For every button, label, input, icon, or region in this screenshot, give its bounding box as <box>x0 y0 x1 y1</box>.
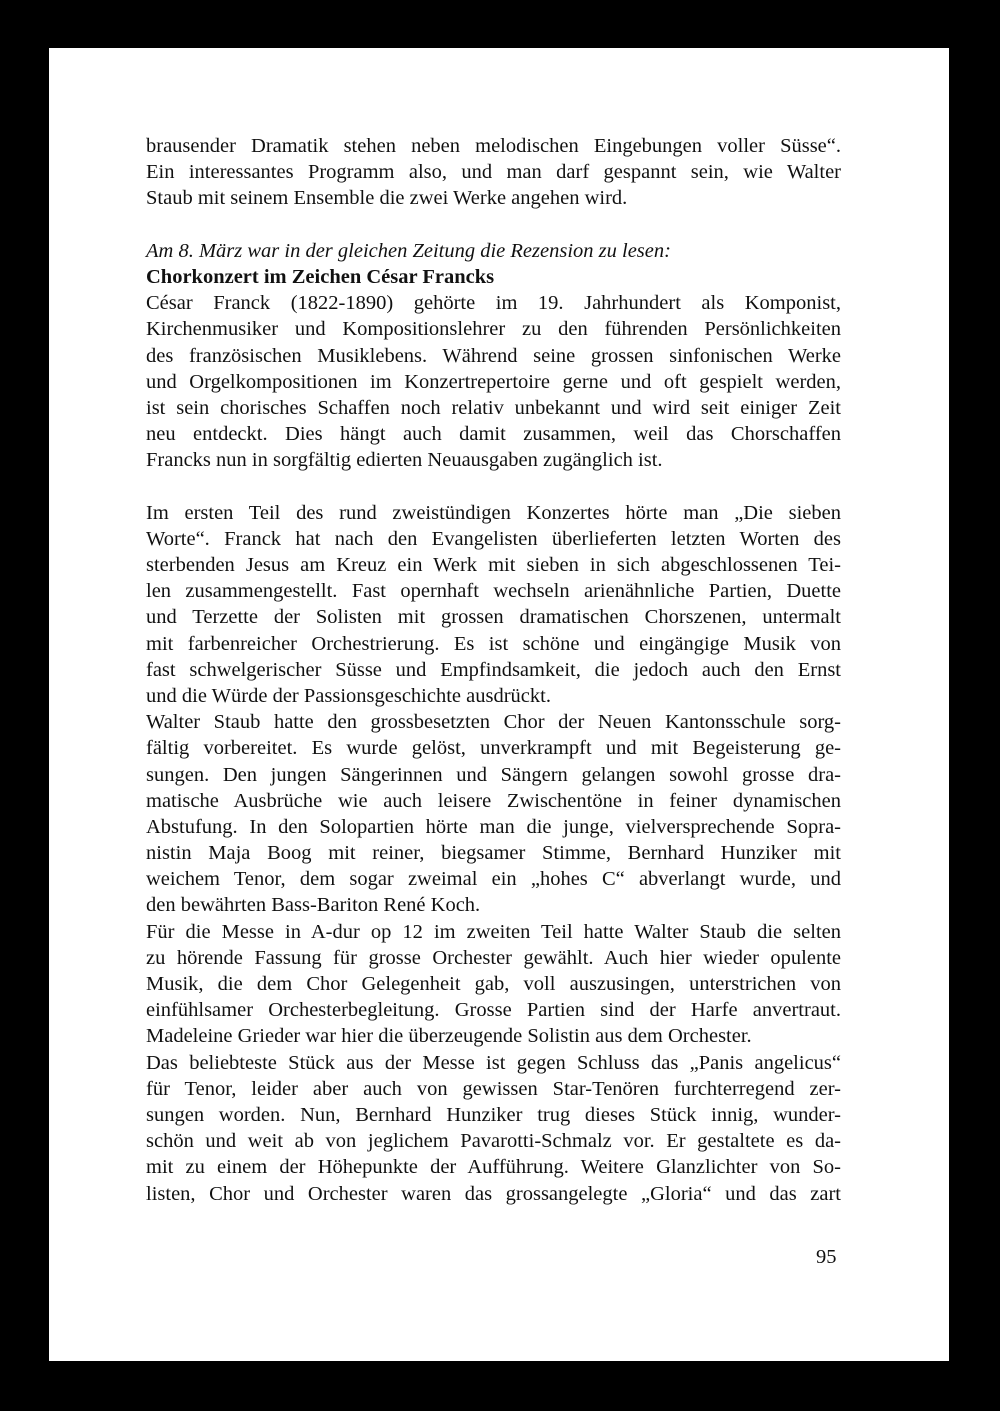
text-line: len zusammengestellt. Fast opernhaft wechseln arienähnliche Partien, Duette <box>146 580 841 603</box>
paragraph-3 <box>146 500 841 710</box>
paragraph-1 <box>146 133 841 212</box>
text-line: Madeleine Grieder war hier die überzeugende Solistin aus dem Orchester. <box>146 1025 752 1048</box>
text-line: sterbenden Jesus am Kreuz ein Werk mit sieben in sich abgeschlossenen Tei- <box>146 554 841 576</box>
text-line: einfühlsamer Orchesterbegleitung. Grosse Partien sind der Harfe anvertraut. <box>146 999 841 1022</box>
text-line: den bewährten Bass-Bariton René Koch. <box>146 894 481 917</box>
text-line: Im ersten Teil des rund zweistündigen Konzertes hörte man „Die sieben <box>146 501 841 524</box>
paragraph-6 <box>146 1050 841 1207</box>
text-line: sungen worden. Nun, Bernhard Hunziker trug dieses Stück innig, wunder- <box>146 1103 841 1126</box>
text-line: Kirchenmusiker und Kompositionslehrer zu den führenden Persönlichkeiten <box>146 318 841 341</box>
text-line: matische Ausbrüche wie auch leisere Zwischentöne in feiner dynamischen <box>146 789 841 812</box>
paragraph-4 <box>146 709 841 919</box>
text-line: für Tenor, leider aber auch von gewissen Star-Tenören furchterregend zer- <box>146 1077 841 1100</box>
text-line: und die Würde der Passionsgeschichte ausdrückt. <box>146 684 551 707</box>
text-line: brausender Dramatik stehen neben melodischen Eingebungen voller Süsse“. <box>146 135 841 157</box>
text-line: listen, Chor und Orchester waren das grossangelegte „Gloria“ und das zart <box>146 1182 841 1205</box>
paragraph-gap <box>146 212 841 238</box>
text-line: fältig vorbereitet. Es wurde gelöst, unverkrampft und mit Begeisterung ge- <box>146 737 841 760</box>
paragraph-2 <box>146 290 841 473</box>
document-page <box>49 48 949 1361</box>
paragraph-gap <box>146 473 841 499</box>
text-line: Ein interessantes Programm also, und man darf gespannt sein, wie Walter <box>146 161 841 184</box>
text-line: Worte“. Franck hat nach den Evangelisten überlieferten letzten Worten des <box>146 527 841 550</box>
page-number: 95 <box>816 1246 837 1268</box>
text-line: nistin Maja Boog mit reiner, biegsamer Stimme, Bernhard Hunziker mit <box>146 842 841 865</box>
text-line: Musik, die dem Chor Gelegenheit gab, voll auszusingen, unterstrichen von <box>146 973 841 995</box>
intro-italic-line: Am 8. März war in der gleichen Zeitung die Rezension zu lesen: <box>146 239 671 262</box>
text-line: Für die Messe in A-dur op 12 im zweiten Teil hatte Walter Staub die selten <box>146 920 841 943</box>
text-line: und Orgelkompositionen im Konzertrepertoire gerne und oft gespielt werden, <box>146 370 841 393</box>
text-line: Francks nun in sorgfältig edierten Neuausgaben zugänglich ist. <box>146 449 663 472</box>
body-text <box>146 133 841 1207</box>
text-line: mit farbenreicher Orchestrierung. Es ist schöne und eingängige Musik von <box>146 632 841 655</box>
text-line: Staub mit seinem Ensemble die zwei Werke angehen wird. <box>146 187 628 210</box>
text-line: weichem Tenor, dem sogar zweimal ein „hohes C“ abverlangt wurde, und <box>146 868 841 891</box>
text-line: sungen. Den jungen Sängerinnen und Sängern gelangen sowohl grosse dra- <box>146 763 841 786</box>
text-line: Das beliebteste Stück aus der Messe ist gegen Schluss das „Panis angelicus“ <box>146 1051 841 1074</box>
text-line: fast schwelgerischer Süsse und Empfindsamkeit, die jedoch auch den Ernst <box>146 658 841 681</box>
text-line: zu hörende Fassung für grosse Orchester gewählt. Auch hier wieder opulente <box>146 946 841 969</box>
section-heading: Chorkonzert im Zeichen César Francks <box>146 265 495 288</box>
text-line: und Terzette der Solisten mit grossen dramatischen Chorszenen, untermalt <box>146 606 841 629</box>
text-line: ist sein chorisches Schaffen noch relativ unbekannt und wird seit einiger Zeit <box>146 396 841 419</box>
text-line: mit zu einem der Höhepunkte der Aufführung. Weitere Glanzlichter von So- <box>146 1156 841 1179</box>
text-line: Abstufung. In den Solopartien hörte man die junge, vielversprechende Sopra- <box>146 815 841 838</box>
text-line: des französischen Musiklebens. Während seine grossen sinfonischen Werke <box>146 344 841 367</box>
text-line: César Franck (1822-1890) gehörte im 19. Jahrhundert als Komponist, <box>146 292 841 315</box>
text-line: schön und weit ab von jeglichem Pavarotti-Schmalz vor. Er gestaltete es da- <box>146 1130 841 1153</box>
paragraph-5 <box>146 919 841 1050</box>
text-line: neu entdeckt. Dies hängt auch damit zusammen, weil das Chorschaffen <box>146 423 841 446</box>
text-line: Walter Staub hatte den grossbesetzten Chor der Neuen Kantonsschule sorg- <box>146 711 841 734</box>
